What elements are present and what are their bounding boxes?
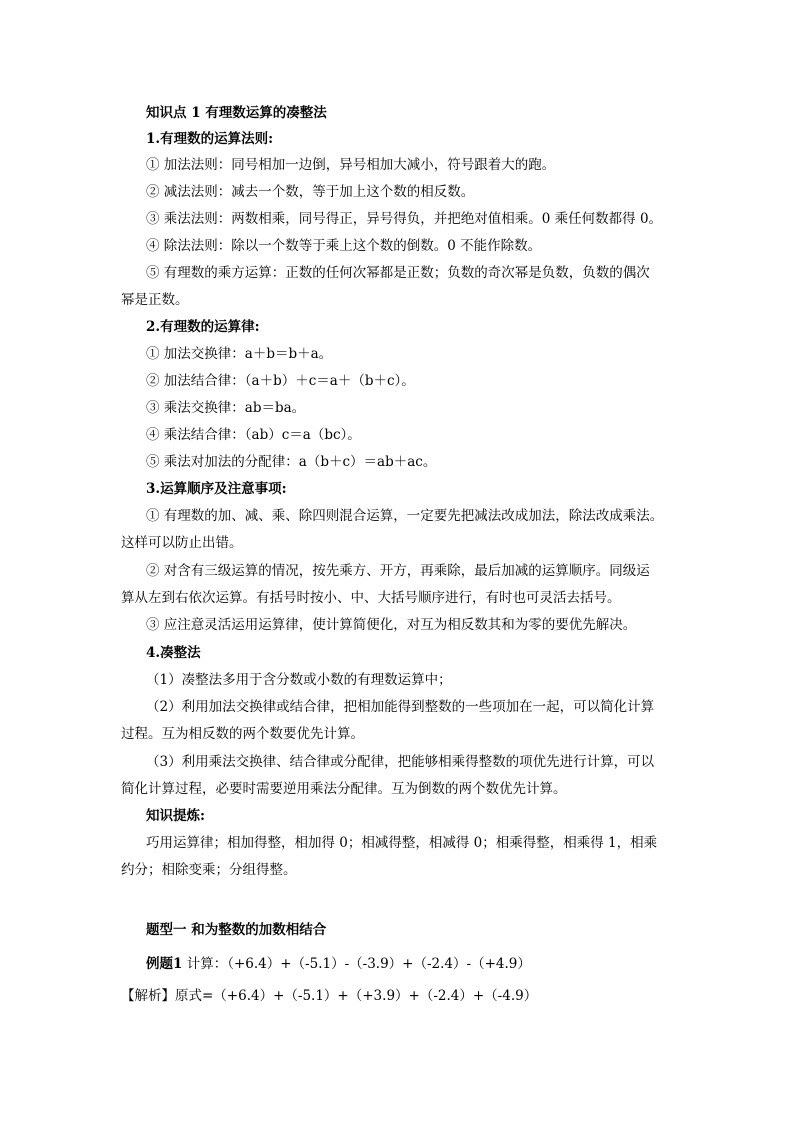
law-item: ① 加法交换律：a＋b＝b＋a。: [146, 346, 333, 362]
order-item-continued: 算从左到右依次运算。有括号时按小、中、大括号顺序进行，有时也可灵活去括号。: [121, 590, 621, 606]
method-item: （3）利用乘法交换律、结合律或分配律，把能够相乘得整数的项优先进行计算，可以: [146, 754, 655, 770]
rule-item: ③ 乘法法则：两数相乘，同号得正，异号得负，并把绝对值相乘。0 乘任何数都得 0。: [146, 211, 663, 227]
method-item: （1）凑整法多用于含分数或小数的有理数运算中；: [146, 672, 452, 688]
tips-title: 知识提炼:: [146, 808, 205, 824]
solution-line: [121, 987, 537, 1005]
question-type-heading: 题型一 和为整数的加数相结合: [146, 922, 327, 938]
order-item: ③ 应注意灵活运用运算律，使计算简便化，对互为相反数其和为零的要优先解决。: [146, 617, 637, 633]
laws-title: 2.有理数的运算律:: [146, 319, 260, 335]
rule-item: ① 加法法则：同号相加一边倒，异号相加大减小，符号跟着大的跑。: [146, 157, 556, 173]
method-item-continued: 过程。互为相反数的两个数要优先计算。: [121, 726, 364, 742]
order-item: ① 有理数的加、减、乘、除四则混合运算，一定要先把减法改成加法，除法改成乘法。: [146, 508, 664, 524]
tips-text: 巧用运算律；相加得整，相加得 0；相减得整，相减得 0；相乘得整，相乘得 1，相乘: [146, 835, 658, 851]
example-label: 例题1: [146, 956, 183, 972]
rule-item: ⑤ 有理数的乘方运算：正数的任何次幂都是正数；负数的奇次幂是负数，负数的偶次: [146, 265, 650, 281]
rules-title: 1.有理数的运算法则:: [146, 131, 274, 147]
solution-label: 【解析】: [121, 988, 175, 1004]
order-item-continued: 这样可以防止出错。: [121, 535, 243, 551]
law-item: ⑤ 乘法对加法的分配律：a（b＋c）＝ab＋ac。: [146, 454, 437, 470]
rule-item-continued: 幂是正数。: [121, 292, 189, 308]
order-item: ② 对含有三级运算的情况，按先乘方、开方，再乘除，最后加减的运算顺序。同级运: [146, 563, 650, 579]
example-line: [146, 955, 531, 973]
law-item: ③ 乘法交换律：ab＝ba。: [146, 400, 306, 416]
solution-text: 原式=（+6.4）+（-5.1）+（+3.9）+（-2.4）+（-4.9）: [175, 988, 538, 1004]
tips-text-continued: 约分；相除变乘；分组得整。: [121, 862, 297, 878]
order-title: 3.运算顺序及注意事项:: [146, 481, 287, 497]
rule-item: ④ 除法法则：除以一个数等于乘上这个数的倒数。0 不能作除数。: [146, 238, 542, 254]
section-heading: 知识点 1 有理数运算的凑整法: [146, 105, 327, 121]
law-item: ④ 乘法结合律：（ab）c＝a（bc）。: [146, 427, 361, 443]
law-item: ② 加法结合律：（a＋b）＋c＝a＋（b＋c）。: [146, 373, 415, 389]
method-item-continued: 简化计算过程，必要时需要逆用乘法分配律。互为倒数的两个数优先计算。: [121, 781, 567, 797]
rule-item: ② 减法法则：减去一个数，等于加上这个数的相反数。: [146, 184, 475, 200]
method-item: （2）利用加法交换律或结合律，把相加能得到整数的一些项加在一起，可以简化计算: [146, 699, 655, 715]
example-text: 计算：（+6.4）+（-5.1）-（-3.9）+（-2.4）-（+4.9）: [182, 956, 531, 972]
method-title: 4.凑整法: [146, 645, 201, 661]
